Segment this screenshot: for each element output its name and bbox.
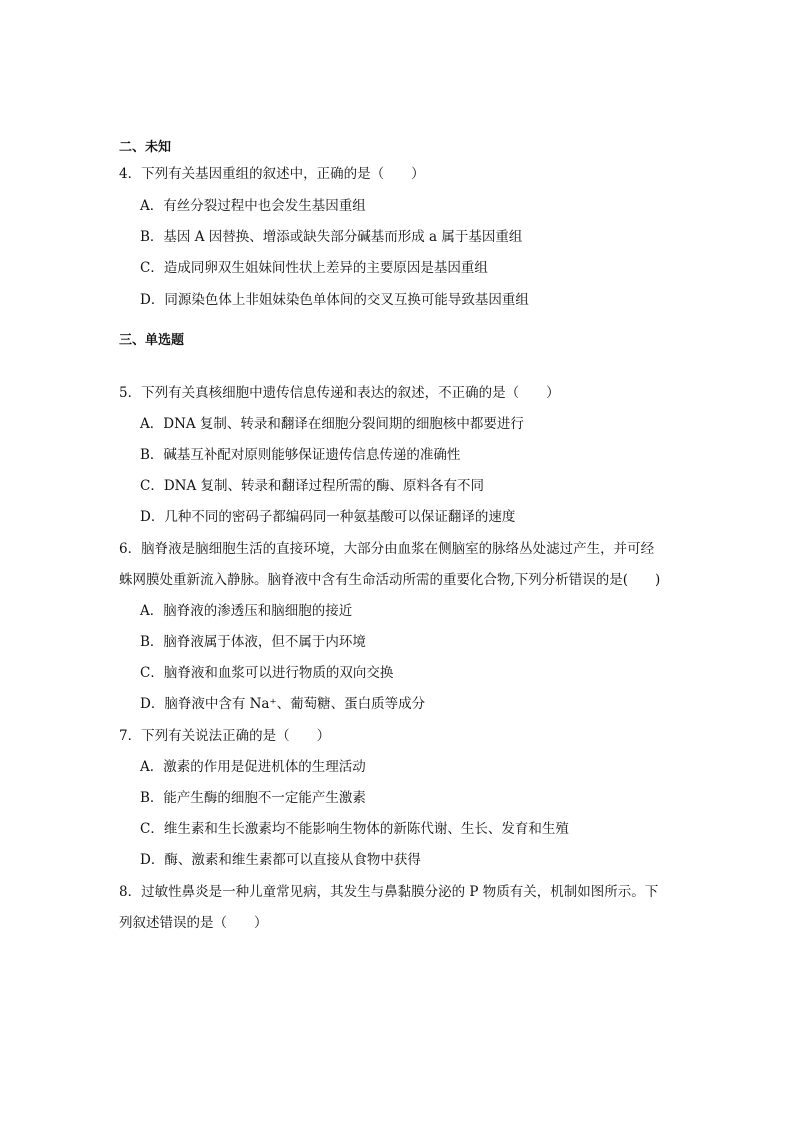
question-4-option-c: C．造成同卵双生姐妹间性状上差异的主要原因是基因重组	[140, 260, 488, 276]
question-6-option-b: B．脑脊液属于体液，但不属于内环境	[140, 634, 366, 650]
question-7-option-b: B．能产生酶的细胞不一定能产生激素	[140, 790, 366, 806]
question-6-option-d: D．脑脊液中含有 Na⁺、葡萄糖、蛋白质等成分	[140, 696, 426, 712]
question-5-stem: 5．下列有关真核细胞中遗传信息传递和表达的叙述，不正确的是（ ）	[119, 385, 560, 401]
question-6-stem-line-1: 6．脑脊液是脑细胞生活的直接环境，大部分由血浆在侧脑室的脉络丛处滤过产生，并可经	[119, 541, 655, 557]
question-5-option-b: B．碱基互补配对原则能够保证遗传信息传递的准确性	[140, 447, 461, 463]
question-4-option-d: D．同源染色体上非姐妹染色单体间的交叉互换可能导致基因重组	[140, 292, 529, 308]
section-heading-unknown: 二、未知	[119, 140, 172, 155]
question-7-option-d: D．酶、激素和维生素都可以直接从食物中获得	[140, 852, 421, 868]
question-5-option-c: C．DNA 复制、转录和翻译过程所需的酶、原料各有不同	[140, 478, 485, 494]
question-4-option-b: B．基因 A 因替换、增添或缺失部分碱基而形成 a 属于基因重组	[140, 229, 523, 245]
question-4-stem: 4．下列有关基因重组的叙述中，正确的是（ ）	[119, 166, 425, 182]
question-8-stem-line-1: 8．过敏性鼻炎是一种儿童常见病，其发生与鼻黏膜分泌的 P 物质有关，机制如图所示。下	[119, 884, 659, 900]
question-5-option-a: A．DNA 复制、转录和翻译在细胞分裂间期的细胞核中都要进行	[140, 416, 524, 432]
question-6-option-c: C．脑脊液和血浆可以进行物质的双向交换	[140, 665, 394, 681]
question-7-stem: 7．下列有关说法正确的是（ ）	[119, 728, 331, 744]
question-6-stem-line-2: 蛛网膜处重新流入静脉。脑脊液中含有生命活动所需的重要化合物,下列分析错误的是( )	[119, 572, 661, 588]
question-7-option-c: C．维生素和生长激素均不能影响生物体的新陈代谢、生长、发育和生殖	[140, 821, 569, 837]
question-5-option-d: D．几种不同的密码子都编码同一种氨基酸可以保证翻译的速度	[140, 509, 516, 525]
question-4-option-a: A．有丝分裂过程中也会发生基因重组	[140, 198, 366, 214]
question-8-stem-line-2: 列叙述错误的是（ ）	[119, 915, 268, 931]
question-7-option-a: A．激素的作用是促进机体的生理活动	[140, 759, 366, 775]
question-6-option-a: A．脑脊液的渗透压和脑细胞的接近	[140, 603, 353, 619]
section-heading-single-choice: 三、单选题	[119, 333, 185, 348]
